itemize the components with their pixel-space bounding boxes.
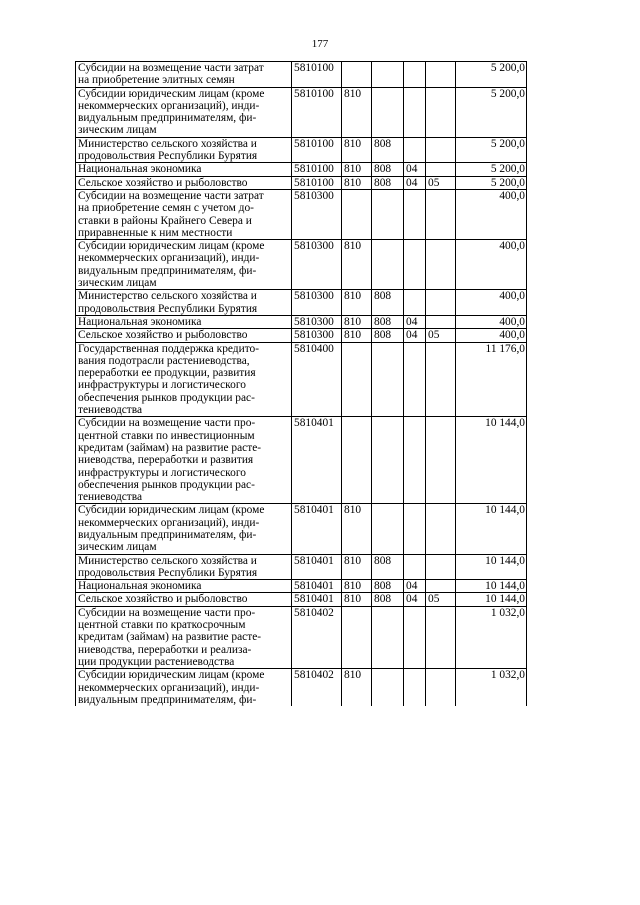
section-code-cell [404, 240, 426, 290]
section-code-cell [404, 290, 426, 316]
row-name-cell: Сельское хозяйство и рыболовство [76, 593, 292, 606]
table-body [76, 62, 527, 707]
row-name-cell: Сельское хозяйство и рыболовство [76, 329, 292, 342]
department-code-cell [372, 189, 404, 239]
table-row [76, 554, 527, 580]
subsection-code-cell [426, 163, 456, 176]
department-code-cell [372, 504, 404, 554]
target-article-code-cell: 5810402 [292, 669, 342, 706]
row-name-cell: Субсидии юридическим лицам (кроме некоммерческих организаций), инди- видуальным предпринимателям, фи- [76, 669, 292, 706]
department-code-cell [372, 240, 404, 290]
amount-cell: 11 176,0 [456, 342, 527, 417]
row-name-cell: Министерство сельского хозяйства и продовольствия Республики Бурятия [76, 137, 292, 163]
expense-type-code-cell: 810 [342, 240, 372, 290]
row-name-cell: Субсидии на возмещение части про- центной ставки по инвестиционным кредитам (займам) на развитие расте- ниеводства, переработки и развития инфраструктуры и логистического обеспечения рынков продукции рас- тениеводства [76, 417, 292, 504]
row-name-cell: Министерство сельского хозяйства и продовольствия Республики Бурятия [76, 290, 292, 316]
department-code-cell [372, 342, 404, 417]
row-name-cell: Субсидии юридическим лицам (кроме некоммерческих организаций), инди- видуальным предпринимателям, фи- зическим лицам [76, 504, 292, 554]
section-code-cell [404, 669, 426, 706]
expense-type-code-cell [342, 417, 372, 504]
table-row [76, 189, 527, 239]
target-article-code-cell: 5810401 [292, 417, 342, 504]
table-row [76, 669, 527, 706]
amount-cell: 1 032,0 [456, 669, 527, 706]
section-code-cell [404, 554, 426, 580]
target-article-code-cell: 5810401 [292, 504, 342, 554]
department-code-cell [372, 669, 404, 706]
target-article-code-cell: 5810402 [292, 606, 342, 668]
expense-type-code-cell: 810 [342, 137, 372, 163]
table-row [76, 290, 527, 316]
subsection-code-cell [426, 87, 456, 137]
section-code-cell: 04 [404, 593, 426, 606]
target-article-code-cell: 5810401 [292, 554, 342, 580]
table-row [76, 163, 527, 176]
subsection-code-cell: 05 [426, 329, 456, 342]
amount-cell: 400,0 [456, 189, 527, 239]
amount-cell: 400,0 [456, 240, 527, 290]
table-row [76, 342, 527, 417]
amount-cell: 10 144,0 [456, 417, 527, 504]
page-number: 177 [311, 38, 329, 50]
expense-type-code-cell [342, 342, 372, 417]
subsection-code-cell [426, 62, 456, 88]
table-row [76, 315, 527, 328]
amount-cell: 10 144,0 [456, 593, 527, 606]
expense-type-code-cell [342, 62, 372, 88]
expense-type-code-cell: 810 [342, 329, 372, 342]
subsection-code-cell [426, 137, 456, 163]
table-row [76, 137, 527, 163]
section-code-cell [404, 606, 426, 668]
table-row [76, 580, 527, 593]
table-row [76, 62, 527, 88]
target-article-code-cell: 5810100 [292, 87, 342, 137]
amount-cell: 1 032,0 [456, 606, 527, 668]
row-name-cell: Национальная экономика [76, 163, 292, 176]
department-code-cell [372, 417, 404, 504]
row-name-cell: Субсидии на возмещение части затрат на приобретение семян с учетом до- ставки в районы Крайнего Севера и приравненные к ним местности [76, 189, 292, 239]
subsection-code-cell [426, 554, 456, 580]
table-row [76, 504, 527, 554]
table-row [76, 417, 527, 504]
subsection-code-cell [426, 290, 456, 316]
subsection-code-cell [426, 417, 456, 504]
expense-type-code-cell: 810 [342, 504, 372, 554]
row-name-cell: Субсидии юридическим лицам (кроме некоммерческих организаций), инди- видуальным предпринимателям, фи- зическим лицам [76, 240, 292, 290]
department-code-cell: 808 [372, 554, 404, 580]
target-article-code-cell: 5810300 [292, 240, 342, 290]
row-name-cell: Национальная экономика [76, 580, 292, 593]
section-code-cell: 04 [404, 580, 426, 593]
section-code-cell: 04 [404, 315, 426, 328]
amount-cell: 10 144,0 [456, 504, 527, 554]
target-article-code-cell: 5810100 [292, 163, 342, 176]
expense-type-code-cell: 810 [342, 290, 372, 316]
expense-type-code-cell: 810 [342, 593, 372, 606]
amount-cell: 5 200,0 [456, 163, 527, 176]
table-row [76, 87, 527, 137]
section-code-cell [404, 87, 426, 137]
section-code-cell: 04 [404, 163, 426, 176]
target-article-code-cell: 5810300 [292, 315, 342, 328]
expense-type-code-cell [342, 606, 372, 668]
subsection-code-cell: 05 [426, 593, 456, 606]
subsection-code-cell [426, 342, 456, 417]
target-article-code-cell: 5810401 [292, 580, 342, 593]
department-code-cell: 808 [372, 163, 404, 176]
target-article-code-cell: 5810100 [292, 62, 342, 88]
section-code-cell: 04 [404, 176, 426, 189]
expense-type-code-cell: 810 [342, 554, 372, 580]
section-code-cell: 04 [404, 329, 426, 342]
department-code-cell: 808 [372, 593, 404, 606]
table-row [76, 593, 527, 606]
section-code-cell [404, 417, 426, 504]
amount-cell: 5 200,0 [456, 137, 527, 163]
section-code-cell [404, 137, 426, 163]
row-name-cell: Министерство сельского хозяйства и продовольствия Республики Бурятия [76, 554, 292, 580]
target-article-code-cell: 5810401 [292, 593, 342, 606]
row-name-cell: Субсидии юридическим лицам (кроме некоммерческих организаций), инди- видуальным предпринимателям, фи- зическим лицам [76, 87, 292, 137]
target-article-code-cell: 5810300 [292, 329, 342, 342]
expense-type-code-cell: 810 [342, 176, 372, 189]
department-code-cell [372, 87, 404, 137]
row-name-cell: Сельское хозяйство и рыболовство [76, 176, 292, 189]
amount-cell: 5 200,0 [456, 87, 527, 137]
department-code-cell: 808 [372, 580, 404, 593]
target-article-code-cell: 5810100 [292, 176, 342, 189]
subsection-code-cell [426, 606, 456, 668]
subsection-code-cell [426, 315, 456, 328]
subsection-code-cell: 05 [426, 176, 456, 189]
section-code-cell [404, 62, 426, 88]
department-code-cell: 808 [372, 176, 404, 189]
expense-type-code-cell [342, 189, 372, 239]
department-code-cell [372, 606, 404, 668]
table-row [76, 176, 527, 189]
expense-type-code-cell: 810 [342, 87, 372, 137]
row-name-cell: Национальная экономика [76, 315, 292, 328]
department-code-cell: 808 [372, 137, 404, 163]
subsection-code-cell [426, 669, 456, 706]
subsection-code-cell [426, 189, 456, 239]
target-article-code-cell: 5810400 [292, 342, 342, 417]
subsection-code-cell [426, 240, 456, 290]
amount-cell: 10 144,0 [456, 554, 527, 580]
expense-type-code-cell: 810 [342, 580, 372, 593]
amount-cell: 10 144,0 [456, 580, 527, 593]
amount-cell: 400,0 [456, 315, 527, 328]
table-row [76, 240, 527, 290]
budget-table [75, 61, 527, 706]
department-code-cell: 808 [372, 315, 404, 328]
department-code-cell [372, 62, 404, 88]
row-name-cell: Субсидии на возмещение части про- центной ставки по краткосрочным кредитам (займам) на развитие расте- ниеводства, переработки и реализа- ции продукции растениеводства [76, 606, 292, 668]
amount-cell: 5 200,0 [456, 176, 527, 189]
expense-type-code-cell: 810 [342, 315, 372, 328]
subsection-code-cell [426, 580, 456, 593]
target-article-code-cell: 5810100 [292, 137, 342, 163]
amount-cell: 400,0 [456, 329, 527, 342]
amount-cell: 5 200,0 [456, 62, 527, 88]
row-name-cell: Субсидии на возмещение части затрат на приобретение элитных семян [76, 62, 292, 88]
section-code-cell [404, 189, 426, 239]
section-code-cell [404, 504, 426, 554]
amount-cell: 400,0 [456, 290, 527, 316]
row-name-cell: Государственная поддержка кредито- вания подотрасли растениеводства, переработки ее продукции, развития инфраструктуры и логистического обеспечения рынков продукции рас- тениеводства [76, 342, 292, 417]
table-row [76, 606, 527, 668]
target-article-code-cell: 5810300 [292, 189, 342, 239]
section-code-cell [404, 342, 426, 417]
expense-type-code-cell: 810 [342, 669, 372, 706]
subsection-code-cell [426, 504, 456, 554]
department-code-cell: 808 [372, 329, 404, 342]
target-article-code-cell: 5810300 [292, 290, 342, 316]
department-code-cell: 808 [372, 290, 404, 316]
table-row [76, 329, 527, 342]
expense-type-code-cell: 810 [342, 163, 372, 176]
